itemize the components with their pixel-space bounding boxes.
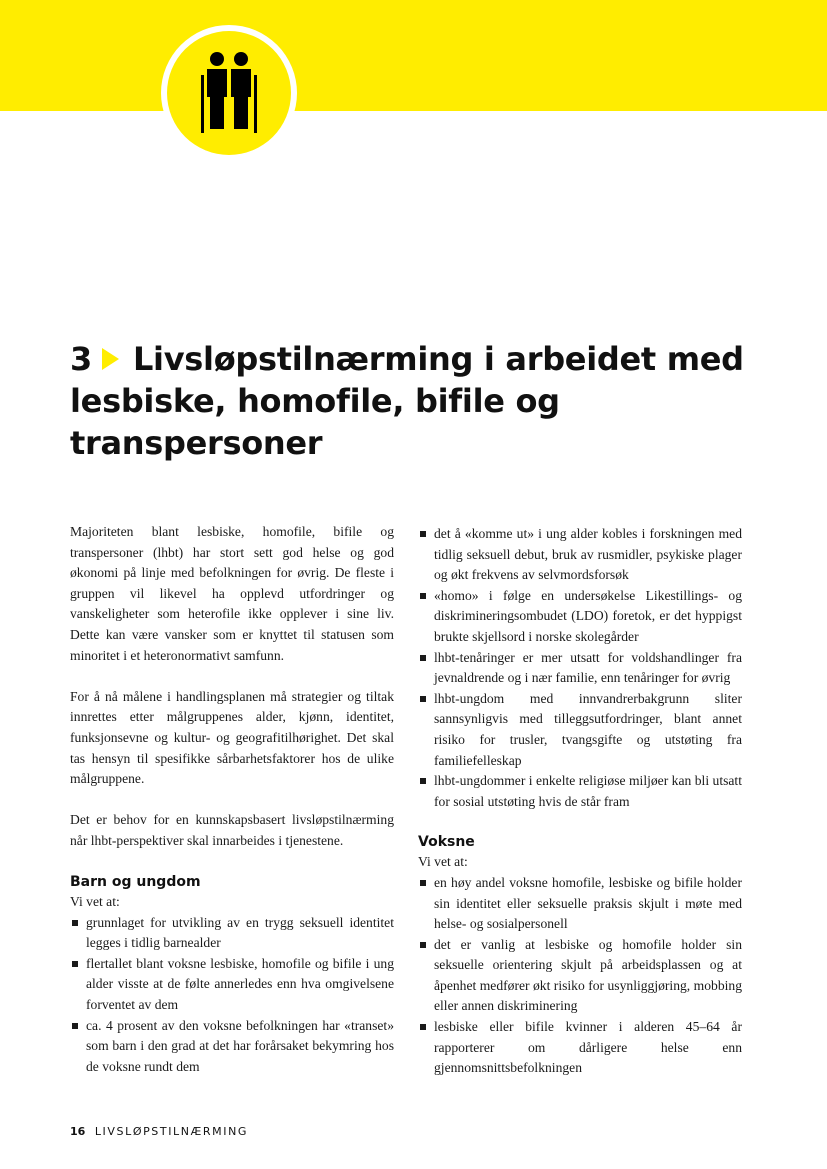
- left-column: [70, 522, 394, 1077]
- paragraph: For å nå målene i handlingsplanen må strategier og tiltak innrettes etter målgruppenes alder, kjønn, identitet, funksjonsevne og kultur- og geografitilhørighet. Det skal tas hensyn til spesifikke sårbarhetsfaktorer hos de ulike målgruppene.: [70, 688, 394, 787]
- bullet-list: [418, 873, 742, 1079]
- paragraph: Det er behov for en kunnskapsbasert livsløpstilnærming når lhbt-perspektiver skal innarbeides i tjenestene.: [70, 812, 394, 848]
- play-arrow-icon: [102, 348, 119, 370]
- chapter-title-text: Livsløpstilnærming i arbeidet med lesbiske, homofile, bifile og transpersoner: [70, 340, 744, 462]
- section-intro: Vi vet at:: [70, 894, 120, 910]
- list-item: lhbt-ungdommer i enkelte religiøse miljøer kan bli utsatt for sosial utstøting hvis de står fram: [418, 771, 742, 812]
- two-people-with-canes-icon: [193, 49, 265, 135]
- list-item: grunnlaget for utvikling av en trygg seksuell identitet legges i tidlig barnealder: [70, 913, 394, 954]
- list-item: lhbt-tenåringer er mer utsatt for voldshandlinger fra jevnaldrende og i nær familie, enn tenåringer for øvrig: [418, 648, 742, 689]
- chapter-number: 3: [70, 340, 92, 378]
- spacer: [418, 812, 742, 832]
- page-footer: [70, 1125, 248, 1138]
- list-item: det er vanlig at lesbiske og homofile holder sin seksuelle orientering skjult på arbeidsplassen og at åpenhet medfører økt risiko for usynliggjøring, mobbing eller annen diskriminering: [418, 935, 742, 1017]
- list-item: «homo» i følge en undersøkelse Likestillings- og diskrimineringsombudet (LDO) foretok, er det hyppigst brukte skjellsord i norske skolegårder: [418, 586, 742, 648]
- list-item: lhbt-ungdom med innvandrerbakgrunn sliter sannsynligvis med tilleggsutfordringer, blant annet risiko for trusler, tvangsgifte og utstøting fra familiefelleskap: [418, 689, 742, 771]
- list-item: ca. 4 prosent av den voksne befolkningen har «transet» som barn i den grad at det har forårsaket bekymring hos de voksne rundt dem: [70, 1016, 394, 1078]
- section-heading-barn-og-ungdom: Barn og ungdom: [70, 874, 201, 891]
- section-heading-voksne: Voksne: [418, 834, 475, 851]
- footer-label: LIVSLØPSTILNÆRMING: [94, 1125, 249, 1138]
- chapter-title: [70, 338, 750, 464]
- section-intro: Vi vet at:: [418, 854, 468, 870]
- bullet-list: [418, 524, 742, 812]
- page-number: 16: [70, 1125, 86, 1138]
- top-color-band: [0, 0, 827, 111]
- right-column: [418, 524, 742, 1079]
- list-item: lesbiske eller bifile kvinner i alderen 45–64 år rapporterer om dårligere helse enn gjennomsnittsbefolkningen: [418, 1017, 742, 1079]
- list-item: det å «komme ut» i ung alder kobles i forskningen med tidlig seksuell debut, bruk av rusmidler, psykiske plager og økt frekvens av selvmordsforsøk: [418, 524, 742, 586]
- chapter-emblem: [167, 31, 291, 155]
- list-item: flertallet blant voksne lesbiske, homofile og bifile i ung alder visste at de følte annerledes enn hva omgivelsene forventet av dem: [70, 954, 394, 1016]
- bullet-list: [70, 913, 394, 1078]
- paragraph: Majoriteten blant lesbiske, homofile, bifile og transpersoner (lhbt) har stort sett god helse og god økonomi på linje med befolkningen for øvrig. De fleste i gruppen vil likevel ha opplevd utfordringer og vanskeligheter som heterofile ikke opplever i sine liv. Dette kan være vansker som er knyttet til statusen som minoritet i et heteronormativt samfunn.: [70, 524, 394, 663]
- list-item: en høy andel voksne homofile, lesbiske og bifile holder sin identitet eller seksuelle praksis skjult i møte med helse- og sosialpersonell: [418, 873, 742, 935]
